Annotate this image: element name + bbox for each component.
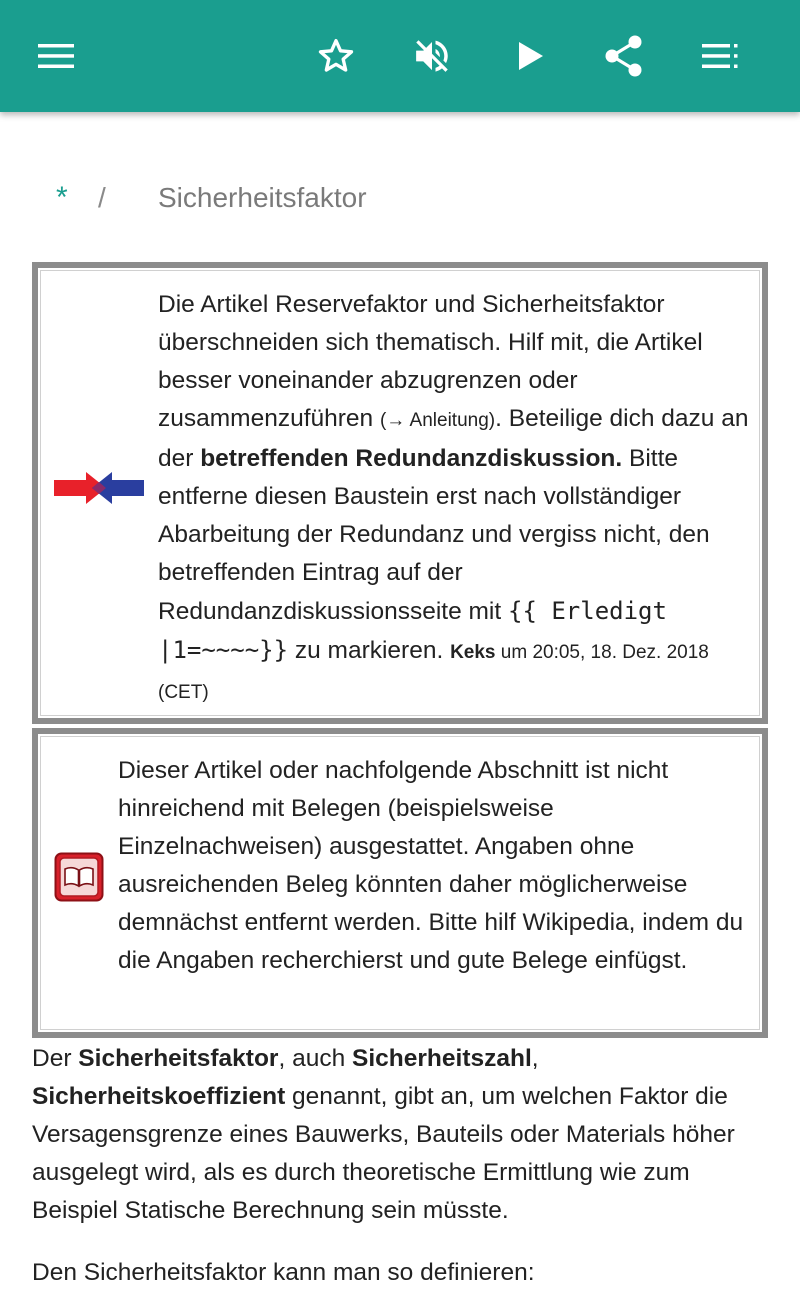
- sources-notice: [32, 728, 768, 1038]
- p1-text-a: Der: [32, 1045, 79, 1072]
- article-paragraph: Den Sicherheitsfaktor kann man so definieren:: [32, 1259, 535, 1286]
- play-button[interactable]: [502, 28, 558, 84]
- star-outline-icon: [316, 36, 356, 76]
- play-icon: [515, 40, 545, 72]
- contents-button[interactable]: [692, 28, 748, 84]
- notice-text-3: Bitte entferne diesen Baustein erst nach vollständiger Abarbeitung der Redundanz und vergiss nicht, den betreffenden Eintrag auf der Redundanzdiskussionsseite mit: [158, 445, 710, 625]
- guide-link[interactable]: (→ Anleitung): [379, 410, 496, 431]
- breadcrumb-separator: /: [98, 182, 106, 213]
- term-sicherheitsfaktor: Sicherheitsfaktor: [78, 1045, 279, 1072]
- share-button[interactable]: [596, 28, 652, 84]
- discussion-link[interactable]: betreffenden Redundanzdiskussion.: [200, 445, 623, 472]
- template-code: {{ Erledigt |1=~~~~}}: [158, 597, 667, 664]
- favorite-button[interactable]: [308, 28, 364, 84]
- notice-text-2: . Beteilige dich dazu an der: [158, 405, 749, 472]
- p1-text-b: , auch: [278, 1045, 353, 1072]
- sources-notice-text: Dieser Artikel oder nachfolgende Abschnitt ist nicht hinreichend mit Belegen (beispielsweise Einzelnachweisen) ausgestattet. Angaben ohne ausreichenden Beleg könnten daher möglicherweise demnächst entfernt werden. Bitte hilf Wikipedia, indem du die Angaben recherchierst und gute Belege einfügst.: [118, 757, 744, 974]
- p1-text-c: ,: [531, 1045, 539, 1072]
- redundancy-arrows-icon: [54, 468, 144, 508]
- signature-timestamp: um 20:05, 18. Dez. 2018 (CET): [158, 642, 709, 703]
- redundancy-notice-text: [158, 286, 758, 712]
- breadcrumb-current: Sicherheitsfaktor: [158, 182, 367, 213]
- share-icon: [604, 35, 644, 77]
- term-sicherheitskoeffizient: Sicherheitskoeffizient: [32, 1083, 286, 1110]
- volume-off-icon: [411, 35, 453, 77]
- article-paragraph: [32, 1040, 772, 1230]
- menu-icon: [36, 42, 76, 70]
- breadcrumb-home-link[interactable]: *: [56, 181, 68, 214]
- author-link[interactable]: Keks: [450, 642, 496, 663]
- menu-button[interactable]: [28, 28, 84, 84]
- playlist-icon: [700, 42, 740, 70]
- breadcrumb: [56, 178, 367, 218]
- notice-text-4: zu markieren.: [288, 637, 451, 664]
- book-icon: [54, 852, 104, 902]
- notice-text-1: Die Artikel Reservefaktor und Sicherheitsfaktor überschneiden sich thematisch. Hilf mit, die Artikel besser voneinander abzugrenzen oder zusammenzuführen: [158, 291, 703, 432]
- redundancy-notice: [32, 262, 768, 724]
- app-bar: [0, 0, 800, 112]
- mute-button[interactable]: [404, 28, 460, 84]
- article-body: [32, 1040, 772, 1316]
- p1-text-d: genannt, gibt an, um welchen Faktor die Versagensgrenze eines Bauwerks, Bauteils oder Materials höher ausgelegt wird, als es durch theoretische Ermittlung wie zum Beispiel Statische Berechnung sein müsste.: [32, 1083, 735, 1224]
- term-sicherheitszahl: Sicherheitszahl: [352, 1045, 532, 1072]
